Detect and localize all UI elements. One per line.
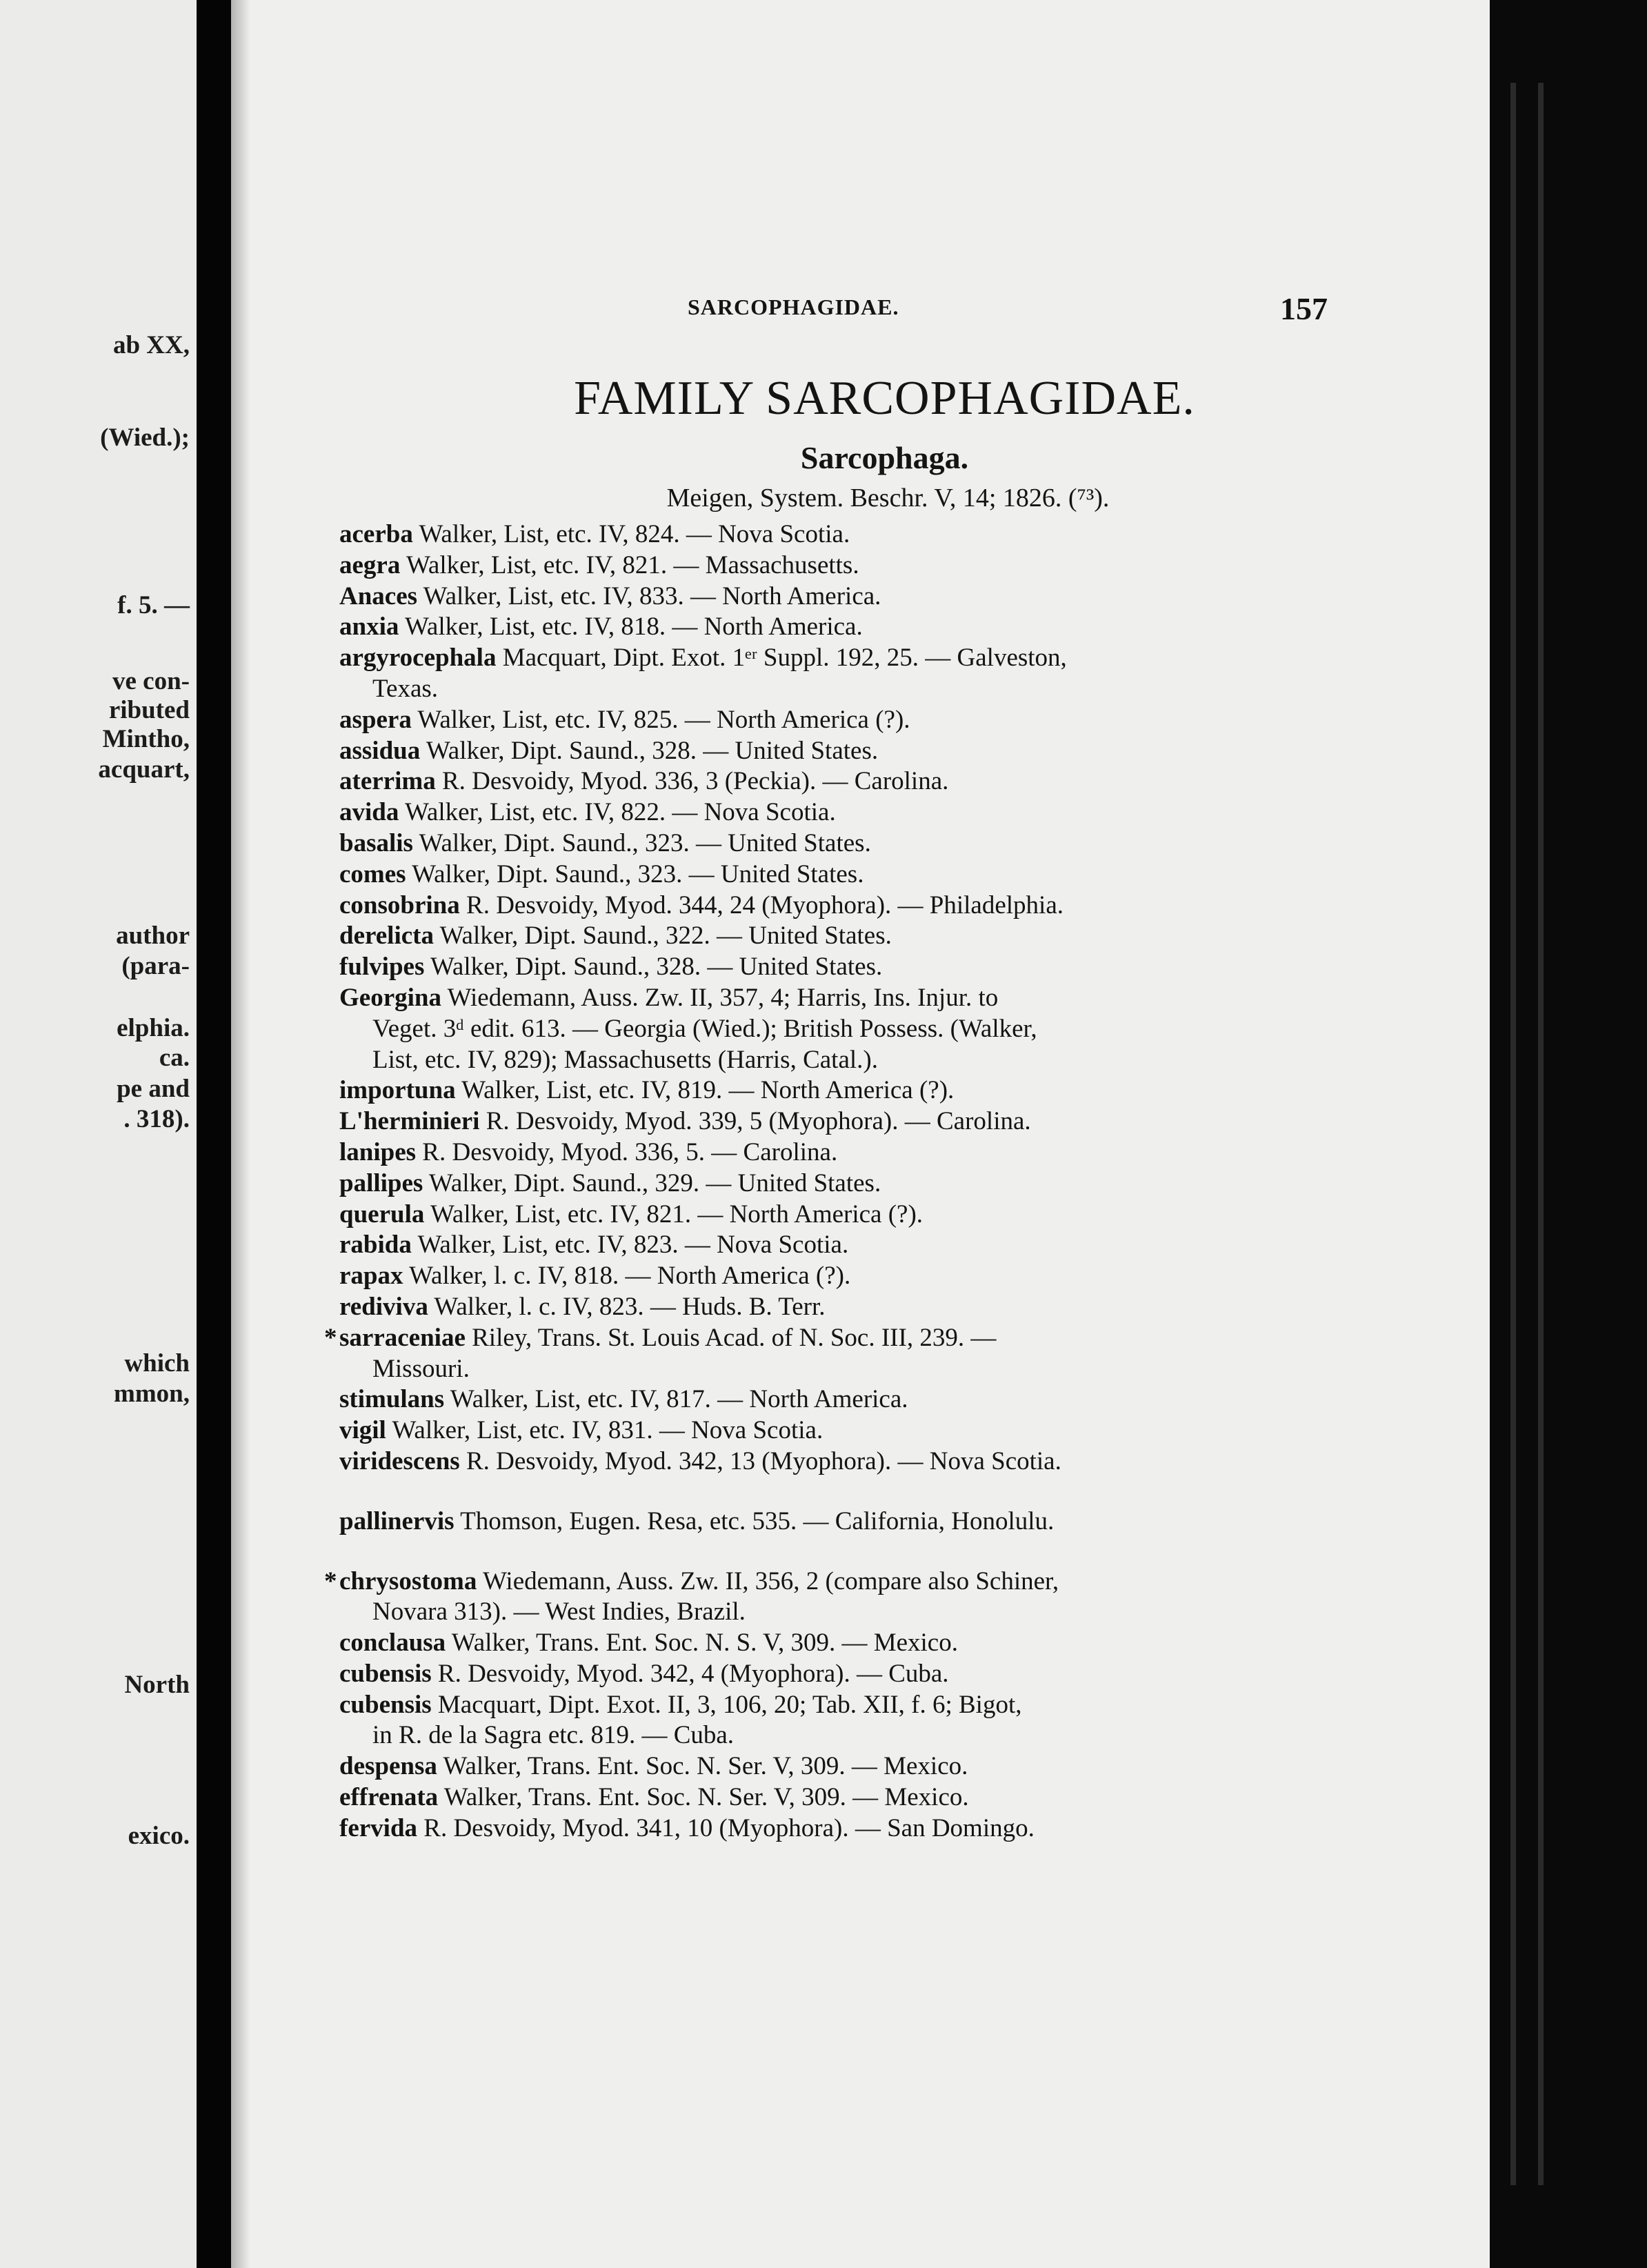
left-page-text-fragment: (Wied.); [100, 424, 190, 452]
entry-first-line [339, 643, 1477, 674]
entry-first-line [339, 828, 1477, 859]
citation-text: R. Desvoidy, Myod. 341, 10 (Myophora). — San Domingo. [423, 1813, 1035, 1842]
species-entry [339, 705, 1477, 736]
species-name: avida [339, 798, 399, 827]
species-entry [339, 766, 1477, 797]
entry-first-line [339, 1813, 1477, 1844]
species-name: conclausa [339, 1629, 446, 1658]
citation-text: R. Desvoidy, Myod. 342, 13 (Myophora). — Nova Scotia. [466, 1446, 1061, 1475]
left-page-text-fragment: ab XX, [112, 331, 190, 359]
species-name: Georgina [339, 983, 441, 1012]
citation-text: Walker, List, etc. IV, 823. — Nova Scotia. [417, 1231, 849, 1260]
citation-text: Novara 313). — West Indies, Brazil. [372, 1598, 746, 1627]
citation-text: Thomson, Eugen. Resa, etc. 535. — California, Honolulu. [460, 1506, 1055, 1535]
species-name: pallinervis [339, 1506, 455, 1535]
citation-text: R. Desvoidy, Myod. 344, 24 (Myophora). — Philadelphia. [466, 891, 1064, 919]
citation-text: Missouri. [372, 1354, 470, 1383]
citation-text: Walker, Dipt. Saund., 323. — United States. [412, 859, 864, 888]
citation-text: Walker, List, etc. IV, 821. — North America (?). [430, 1200, 924, 1228]
entry-first-line [339, 1415, 1477, 1446]
page-edge-strip [1510, 83, 1516, 2185]
species-name: cubensis [339, 1690, 432, 1719]
entry-first-line [339, 581, 1477, 613]
species-name: rapax [339, 1262, 403, 1291]
entry-continuation-line [339, 674, 1477, 705]
citation-text: R. Desvoidy, Myod. 339, 5 (Myophora). — Carolina. [486, 1107, 1031, 1136]
species-entry [339, 1813, 1477, 1844]
entry-first-line [339, 705, 1477, 736]
asterisk-marker: * [324, 1566, 337, 1595]
species-name: fulvipes [339, 953, 425, 982]
citation-text: R. Desvoidy, Myod. 342, 4 (Myophora). — Cuba. [437, 1659, 949, 1688]
left-page-text-fragment: (para- [121, 952, 190, 980]
species-name: assidua [339, 736, 421, 765]
species-name: rabida [339, 1231, 412, 1260]
species-entry [324, 1566, 1477, 1629]
entry-first-line [339, 1200, 1477, 1231]
entry-first-line [339, 1075, 1477, 1106]
species-name: acerba [339, 520, 413, 548]
species-name: lanipes [339, 1137, 417, 1166]
left-page-text-fragment: elphia. [117, 1014, 190, 1042]
family-heading: FAMILY SARCOPHAGIDAE. [574, 372, 1195, 425]
citation-text: Walker, Dipt. Saund., 323. — United States. [419, 828, 871, 857]
species-name: argyrocephala [339, 644, 497, 673]
entry-continuation-line [339, 1014, 1477, 1045]
entry-continuation-line [339, 1354, 1477, 1385]
right-page-edge [1490, 0, 1647, 2268]
species-entry [339, 952, 1477, 983]
left-page-text-fragment: . 318). [123, 1105, 190, 1133]
species-name: aspera [339, 705, 412, 734]
species-entry [339, 1751, 1477, 1782]
citation-text: Wiedemann, Auss. Zw. II, 356, 2 (compare also Schiner, [482, 1566, 1059, 1595]
species-entry [339, 1230, 1477, 1261]
citation-text: Walker, List, etc. IV, 821. — Massachusetts. [406, 550, 859, 579]
left-page-text-fragment: ributed [108, 696, 190, 724]
species-name: stimulans [339, 1385, 445, 1414]
left-page-text-fragment: North [124, 1671, 190, 1699]
species-entry [339, 1446, 1477, 1478]
species-name: pallipes [339, 1168, 423, 1197]
entry-first-line [339, 1751, 1477, 1782]
entry-first-line [339, 519, 1477, 550]
species-entry [339, 736, 1477, 767]
entry-first-line [339, 766, 1477, 797]
species-name: vigil [339, 1416, 386, 1445]
species-entry [339, 921, 1477, 952]
entry-first-line [339, 1446, 1477, 1478]
species-entry [339, 1075, 1477, 1106]
citation-text: Wiedemann, Auss. Zw. II, 357, 4; Harris, Ins. Injur. to [447, 983, 999, 1012]
citation-text: Macquart, Dipt. Exot. II, 3, 106, 20; Tab. XII, f. 6; Bigot, [437, 1690, 1022, 1719]
left-page-text-fragment: f. 5. — [117, 591, 190, 619]
page-number: 157 [1280, 291, 1328, 326]
entry-first-line [339, 550, 1477, 581]
species-name: comes [339, 859, 406, 888]
species-entry [339, 1415, 1477, 1446]
citation-text: Walker, Dipt. Saund., 328. — United States. [430, 953, 883, 982]
citation-text: Riley, Trans. St. Louis Acad. of N. Soc. III, 239. — [472, 1323, 997, 1352]
left-page-text-fragment: pe and [117, 1075, 190, 1103]
species-entry [339, 1261, 1477, 1292]
species-name: L'herminieri [339, 1107, 480, 1136]
citation-text: R. Desvoidy, Myod. 336, 3 (Peckia). — Carolina. [441, 767, 949, 796]
gutter-shadow [231, 0, 250, 2268]
left-page-text-fragment: author [116, 922, 190, 950]
species-name: derelicta [339, 922, 434, 951]
running-head [688, 291, 1328, 329]
left-page-text-fragment: Mintho, [102, 725, 190, 753]
species-entry [339, 891, 1477, 922]
species-name: cubensis [339, 1659, 432, 1688]
citation-text: Walker, List, etc. IV, 833. — North America. [423, 581, 881, 610]
citation-text: Walker, Dipt. Saund., 322. — United States. [439, 922, 892, 951]
species-entry [339, 612, 1477, 643]
citation-text: Walker, List, etc. IV, 825. — North America (?). [417, 705, 910, 734]
left-page-text-fragment: exico. [128, 1822, 190, 1850]
entry-first-line [339, 1659, 1477, 1690]
citation-text: Veget. 3ᵈ edit. 613. — Georgia (Wied.); British Possess. (Walker, [372, 1014, 1037, 1043]
running-title: SARCOPHAGIDAE. [688, 295, 899, 319]
genus-heading: Sarcophaga. [800, 440, 969, 475]
species-name: fervida [339, 1813, 418, 1842]
asterisk-marker: * [324, 1323, 337, 1352]
species-name: aterrima [339, 767, 436, 796]
left-page-text-fragment: which [124, 1349, 190, 1377]
citation-text: Walker, List, etc. IV, 818. — North America. [404, 613, 863, 641]
species-entry [339, 1384, 1477, 1415]
citation-text: Texas. [372, 674, 439, 703]
entry-first-line [339, 1230, 1477, 1261]
entry-continuation-line [339, 1720, 1477, 1751]
entry-first-line [339, 1506, 1477, 1538]
species-name: rediviva [339, 1292, 428, 1321]
species-entry [339, 1628, 1477, 1659]
citation-text: Walker, Trans. Ent. Soc. N. Ser. V, 309. — Mexico. [443, 1752, 968, 1781]
left-page-fragment [0, 0, 197, 2268]
species-list [324, 519, 1477, 1844]
citation-text: Walker, List, etc. IV, 817. — North America. [450, 1385, 908, 1414]
species-entry [339, 859, 1477, 891]
species-name: importuna [339, 1076, 456, 1105]
entry-continuation-line [339, 1597, 1477, 1628]
species-entry [339, 1659, 1477, 1690]
citation-text: Walker, List, etc. IV, 831. — Nova Scotia. [392, 1416, 824, 1445]
species-entry [339, 1106, 1477, 1137]
citation-text: in R. de la Sagra etc. 819. — Cuba. [372, 1721, 735, 1750]
citation-text: Walker, List, etc. IV, 822. — Nova Scotia. [404, 798, 836, 827]
species-name: chrysostoma [339, 1566, 477, 1595]
citation-text: Walker, Trans. Ent. Soc. N. S. V, 309. — Mexico. [451, 1629, 958, 1658]
left-page-text-fragment: mmon, [114, 1380, 190, 1408]
citation-text: Walker, Dipt. Saund., 329. — United States. [428, 1168, 881, 1197]
citation-text: Macquart, Dipt. Exot. 1ᵉʳ Suppl. 192, 25. — Galveston, [502, 644, 1067, 673]
entry-first-line [339, 1782, 1477, 1813]
species-name: anxia [339, 613, 399, 641]
citation-text: Walker, List, etc. IV, 819. — North America (?). [461, 1076, 955, 1105]
species-entry [339, 643, 1477, 705]
species-entry [339, 519, 1477, 550]
left-page-text-fragment: ve con- [112, 667, 190, 695]
species-name: Anaces [339, 581, 418, 610]
citation-text: Walker, Dipt. Saund., 328. — United States. [426, 736, 879, 765]
entry-first-line [339, 1261, 1477, 1292]
entry-first-line [339, 1323, 1477, 1354]
entry-first-line [339, 1137, 1477, 1168]
entry-first-line [339, 952, 1477, 983]
species-entry [339, 828, 1477, 859]
entry-first-line [339, 1384, 1477, 1415]
species-entry [339, 1168, 1477, 1200]
species-entry [339, 1690, 1477, 1752]
citation-text: List, etc. IV, 829); Massachusetts (Harris, Catal.). [372, 1045, 878, 1074]
species-entry [339, 797, 1477, 828]
species-entry [324, 1323, 1477, 1385]
citation-text: Walker, List, etc. IV, 824. — Nova Scotia. [419, 520, 850, 548]
left-page-text-fragment: ca. [159, 1044, 190, 1072]
entry-first-line [339, 1106, 1477, 1137]
species-name: effrenata [339, 1783, 439, 1812]
species-name: viridescens [339, 1446, 460, 1475]
species-name: basalis [339, 828, 413, 857]
entry-first-line [339, 736, 1477, 767]
book-gutter [197, 0, 231, 2268]
entry-first-line [339, 859, 1477, 891]
entry-first-line [339, 1168, 1477, 1200]
species-entry [339, 581, 1477, 613]
citation-text: Walker, Trans. Ent. Soc. N. Ser. V, 309. — Mexico. [443, 1783, 969, 1812]
citation-text: Walker, l. c. IV, 818. — North America (?). [409, 1262, 851, 1291]
left-page-text-fragment: acquart, [98, 755, 190, 784]
entry-first-line [339, 612, 1477, 643]
species-entry [339, 550, 1477, 581]
genus-reference: Meigen, System. Beschr. V, 14; 1826. (⁷³). [666, 484, 1110, 513]
species-name: despensa [339, 1752, 437, 1781]
species-name: querula [339, 1200, 425, 1228]
species-name: consobrina [339, 891, 460, 919]
species-entry [339, 1292, 1477, 1323]
main-page [231, 0, 1490, 2268]
page-edge-strip [1538, 83, 1544, 2185]
entry-first-line [339, 983, 1477, 1014]
entry-first-line [339, 1628, 1477, 1659]
species-name: sarraceniae [339, 1323, 466, 1352]
entry-first-line [339, 921, 1477, 952]
species-entry [339, 1200, 1477, 1231]
species-entry [339, 1782, 1477, 1813]
species-entry [339, 1137, 1477, 1168]
citation-text: R. Desvoidy, Myod. 336, 5. — Carolina. [422, 1137, 838, 1166]
entry-first-line [339, 797, 1477, 828]
species-name: aegra [339, 550, 401, 579]
species-entry [339, 983, 1477, 1075]
species-entry [339, 1506, 1477, 1538]
entry-first-line [339, 1566, 1477, 1598]
entry-first-line [339, 1690, 1477, 1721]
entry-first-line [339, 1292, 1477, 1323]
entry-continuation-line [339, 1045, 1477, 1076]
entry-first-line [339, 891, 1477, 922]
citation-text: Walker, l. c. IV, 823. — Huds. B. Terr. [434, 1292, 826, 1321]
